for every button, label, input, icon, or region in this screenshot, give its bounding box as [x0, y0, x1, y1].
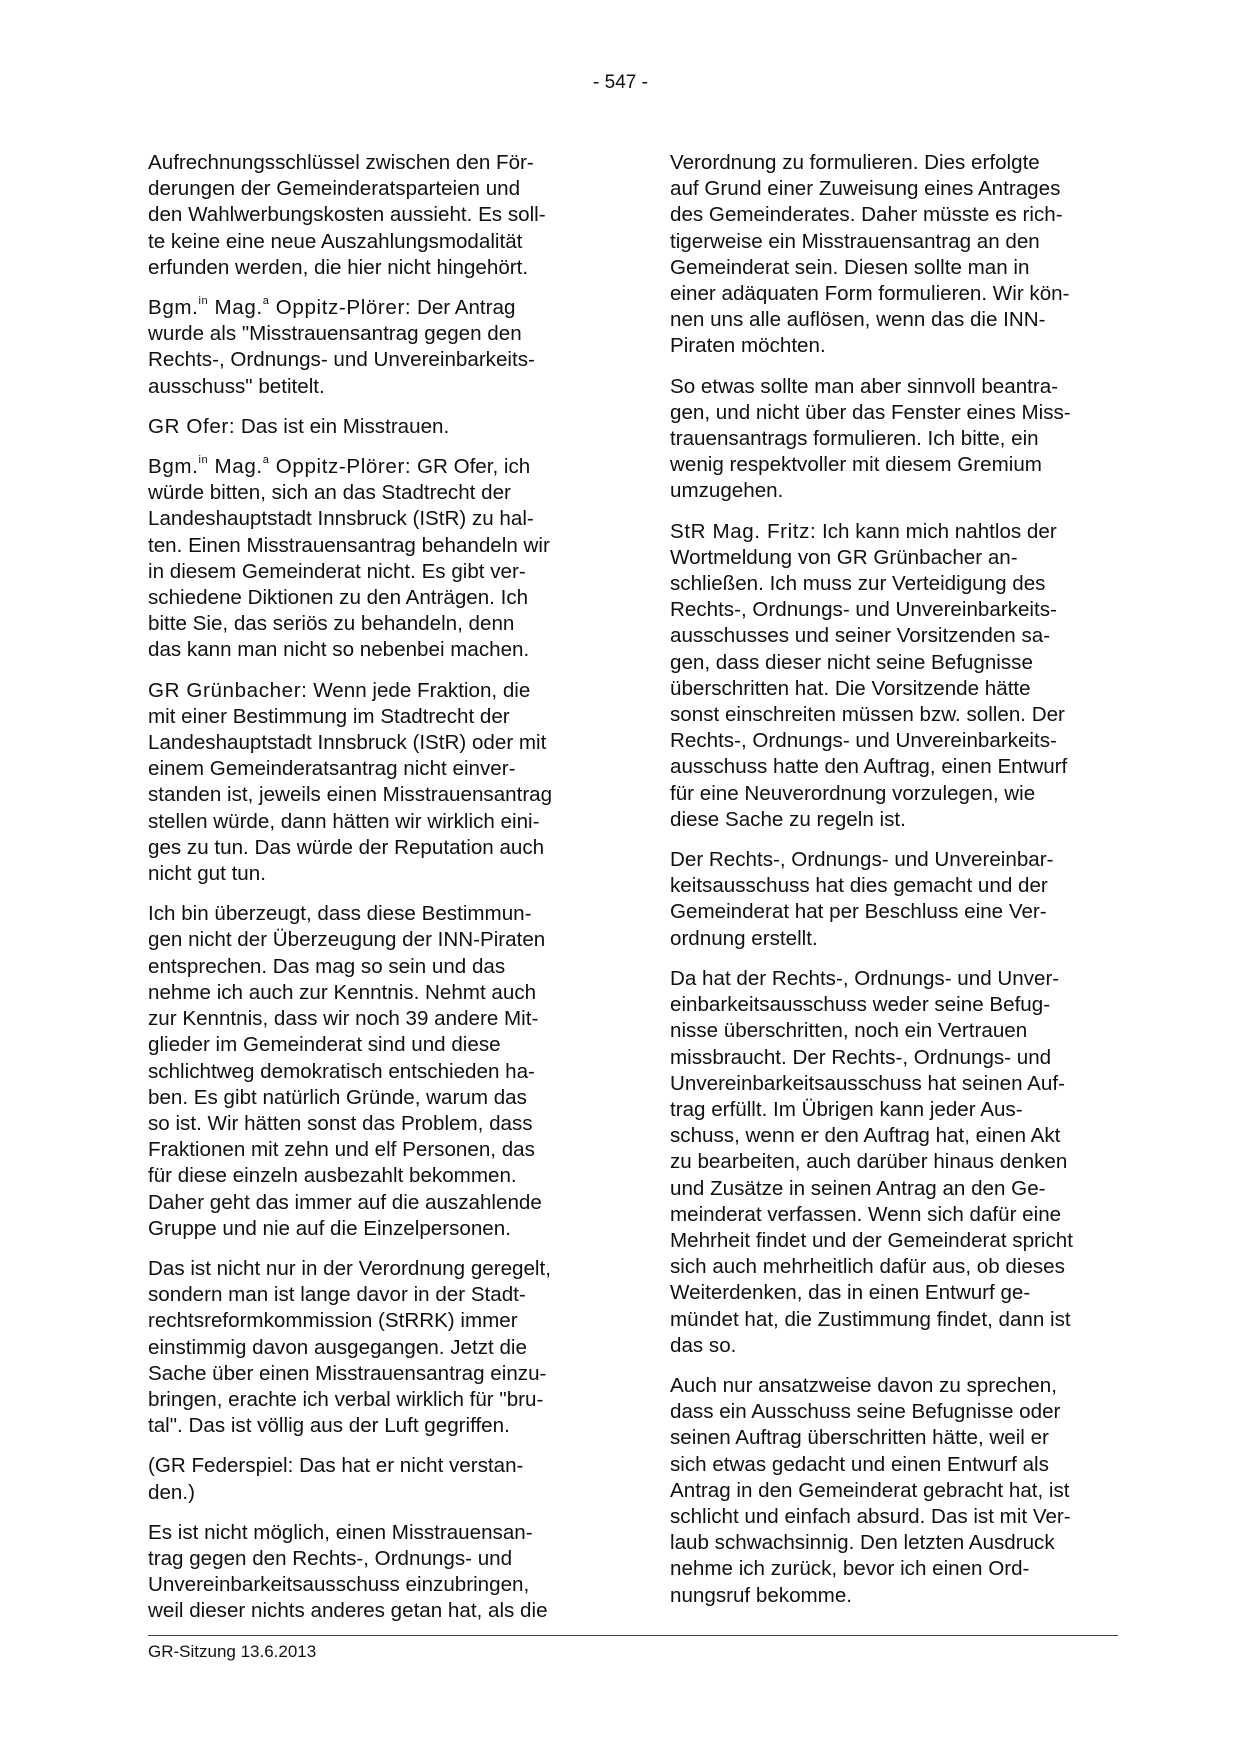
paragraph [148, 1256, 606, 1439]
text-line: Landeshauptstadt Innsbruck (IStR) zu hal- [148, 507, 534, 531]
text-line: Fraktionen mit zehn und elf Personen, das [148, 1138, 535, 1162]
text-line: mündet hat, die Zustimmung findet, dann ist [670, 1307, 1071, 1331]
text-line: schuss, wenn er den Auftrag hat, einen Akt [670, 1124, 1061, 1148]
paragraph [670, 966, 1128, 1359]
speaker-paragraph [148, 414, 606, 440]
text-line: Rechts-, Ordnungs- und Unvereinbarkeits- [670, 598, 1057, 622]
speaker-degree: Mag. [208, 296, 263, 320]
text-line: sich etwas gedacht und einen Entwurf als [670, 1452, 1049, 1476]
text-line: schiedene Diktionen zu den Anträgen. Ich [148, 586, 529, 610]
text-line: Wortmeldung von GR Grünbacher an- [670, 545, 1018, 569]
speaker-paragraph [670, 519, 1128, 833]
text-line: Unvereinbarkeitsausschuss einzubringen, [148, 1573, 530, 1597]
text-line: in diesem Gemeinderat nicht. Es gibt ver- [148, 559, 526, 583]
text-line: entsprechen. Das mag so sein und das [148, 954, 506, 978]
text-line: Rechts-, Ordnungs- und Unvereinbarkeits- [670, 729, 1057, 753]
text-line: einstimmig davon ausgegangen. Jetzt die [148, 1335, 527, 1359]
text-line: gen nicht der Überzeugung der INN-Piraten [148, 928, 546, 952]
text-line: ausschuss" betitelt. [148, 374, 325, 398]
text-line: bringen, erachte ich verbal wirklich für "bru- [148, 1387, 544, 1411]
text-line: Ich bin überzeugt, dass diese Bestimmun- [148, 902, 532, 926]
speaker-surname: Oppitz-Plörer: [269, 455, 412, 479]
text-line: zu bearbeiten, auch darüber hinaus denken [670, 1150, 1068, 1174]
text-line: überschritten hat. Die Vorsitzende hätte [670, 676, 1031, 700]
text-line: trag erfüllt. Im Übrigen kann jeder Aus- [670, 1097, 1023, 1121]
text-line: das so. [670, 1333, 737, 1357]
text-line: nicht gut tun. [148, 862, 266, 886]
text-line: Gemeinderat sein. Diesen sollte man in [670, 255, 1030, 279]
text-line: für eine Neuverordnung vorzulegen, wie [670, 781, 1036, 805]
text-line: diese Sache zu regeln ist. [670, 807, 906, 831]
paragraph [670, 847, 1128, 952]
speaker-superscript: a [262, 454, 270, 467]
text-line: tal". Das ist völlig aus der Luft gegriffen. [148, 1414, 510, 1438]
text-line: laub schwachsinnig. Den letzten Ausdruck [670, 1531, 1055, 1555]
text-line: tigerweise ein Misstrauensantrag an den [670, 229, 1040, 253]
speaker-name [670, 520, 816, 543]
text-line: nisse überschritten, noch ein Vertrauen [670, 1019, 1028, 1043]
text-line: einem Gemeinderatsantrag nicht einver- [148, 757, 516, 781]
text-line: standen ist, jeweils einen Misstrauensantrag [148, 783, 553, 807]
text-line: Antrag in den Gemeinderat gebracht hat, ist [670, 1478, 1070, 1502]
text-line: für diese einzeln ausbezahlt bekommen. [148, 1164, 517, 1188]
text-line: seinen Auftrag überschritten hätte, weil er [670, 1426, 1049, 1450]
paragraph-first-line [148, 414, 606, 440]
speaker-title: GR Ofer: [148, 414, 236, 438]
text-line: ten. Einen Misstrauensantrag behandeln wir [148, 533, 550, 557]
paragraph [670, 1373, 1128, 1609]
text-line: schlichtweg demokratisch entschieden ha- [148, 1059, 535, 1083]
text-line: des Gemeinderates. Daher müsste es rich- [670, 203, 1063, 227]
text-line: bitte Sie, das seriös zu behandeln, denn [148, 612, 515, 636]
text-line: den Wahlwerbungskosten aussieht. Es soll- [148, 203, 546, 227]
text-line: glieder im Gemeinderat sind und diese [148, 1033, 501, 1057]
paragraph-first-line [148, 295, 606, 321]
text-line: Piraten möchten. [670, 334, 826, 358]
text-line: sich auch mehrheitlich dafür aus, ob dieses [670, 1255, 1065, 1279]
paragraph [670, 150, 1128, 360]
speaker-name [148, 415, 235, 438]
speaker-surname: Oppitz-Plörer: [269, 296, 412, 320]
speaker-superscript: a [262, 295, 270, 308]
speaker-superscript: in [198, 454, 209, 467]
speaker-statement-start: Wenn jede Fraktion, die [307, 678, 531, 702]
paragraph-first-line [148, 454, 606, 480]
paragraph [670, 374, 1128, 505]
text-line: stellen würde, dann hätten wir wirklich eini- [148, 809, 540, 833]
paragraph [148, 1520, 606, 1625]
text-line: missbraucht. Der Rechts-, Ordnungs- und [670, 1045, 1052, 1069]
paragraph [148, 150, 606, 281]
left-column [148, 150, 606, 1639]
text-line: Daher geht das immer auf die auszahlende [148, 1190, 542, 1214]
text-line: derungen der Gemeinderatsparteien und [148, 177, 521, 201]
text-line: sondern man ist lange davor in der Stadt- [148, 1283, 526, 1307]
text-line: ben. Es gibt natürlich Gründe, warum das [148, 1085, 527, 1109]
text-line: dass ein Ausschuss seine Befugnisse oder [670, 1400, 1061, 1424]
speaker-paragraph [148, 295, 606, 400]
text-line: trag gegen den Rechts-, Ordnungs- und [148, 1546, 513, 1570]
text-line: meinderat verfassen. Wenn sich dafür eine [670, 1202, 1062, 1226]
text-line: würde bitten, sich an das Stadtrecht der [148, 481, 511, 505]
footer-divider [148, 1635, 1118, 1636]
page-number: - 547 - [593, 72, 648, 93]
text-line: rechtsreformkommission (StRRK) immer [148, 1309, 518, 1333]
text-line: erfunden werden, die hier nicht hingehört. [148, 255, 529, 279]
speaker-paragraph [148, 454, 606, 664]
text-line: und Zusätze in seinen Antrag an den Ge- [670, 1176, 1046, 1200]
text-line: den.) [148, 1480, 195, 1504]
text-line: umzugehen. [670, 479, 784, 503]
text-line: schlicht und einfach absurd. Das ist mit Ver- [670, 1504, 1071, 1528]
paragraph [148, 901, 606, 1242]
text-line: te keine eine neue Auszahlungsmodalität [148, 229, 523, 253]
right-column [670, 150, 1128, 1623]
text-line: nungsruf bekomme. [670, 1583, 853, 1607]
text-line: Gruppe und nie auf die Einzelpersonen. [148, 1216, 511, 1240]
text-line: zur Kenntnis, dass wir noch 39 andere Mit- [148, 1007, 539, 1031]
speaker-degree: Mag. [208, 455, 263, 479]
text-line: nehme ich auch zur Kenntnis. Nehmt auch [148, 980, 537, 1004]
text-line: sonst einschreiten müssen bzw. sollen. Der [670, 703, 1065, 727]
text-line: Aufrechnungsschlüssel zwischen den För- [148, 151, 534, 174]
speaker-statement-start: GR Ofer, ich [411, 455, 531, 479]
text-line: Auch nur ansatzweise davon zu sprechen, [670, 1373, 1057, 1397]
text-line: das kann man nicht so nebenbei machen. [148, 638, 530, 662]
text-line: trauensantrags formulieren. Ich bitte, ein [670, 427, 1039, 451]
text-line: Sache über einen Misstrauensantrag einzu- [148, 1361, 547, 1385]
speaker-name [148, 455, 411, 478]
text-line: Landeshauptstadt Innsbruck (IStR) oder mit [148, 731, 547, 755]
text-line: Da hat der Rechts-, Ordnungs- und Unver- [670, 966, 1060, 990]
text-line: einer adäquaten Form formulieren. Wir kön- [670, 282, 1070, 306]
text-line: einbarkeitsausschuss weder seine Befug- [670, 993, 1051, 1017]
speaker-title: Bgm. [148, 455, 199, 479]
speaker-title: GR Grünbacher: [148, 678, 308, 702]
speaker-paragraph [148, 678, 606, 888]
text-line: Unvereinbarkeitsausschuss hat seinen Auf- [670, 1071, 1065, 1095]
footer-session-date: GR-Sitzung 13.6.2013 [148, 1642, 317, 1661]
text-line: mit einer Bestimmung im Stadtrecht der [148, 704, 510, 728]
text-line: nehme ich zurück, bevor ich einen Ord- [670, 1557, 1030, 1581]
text-line: wurde als "Misstrauensantrag gegen den [148, 322, 522, 346]
paragraph-first-line [670, 519, 1128, 545]
text-line: weil dieser nichts anderes getan hat, als die [148, 1599, 548, 1623]
text-line: so ist. Wir hätten sonst das Problem, dass [148, 1111, 533, 1135]
text-line: nen uns alle auflösen, wenn das die INN- [670, 308, 1046, 332]
text-line: Rechts-, Ordnungs- und Unvereinbarkeits- [148, 348, 535, 372]
speaker-title: Bgm. [148, 296, 199, 320]
text-line: ausschusses und seiner Vorsitzenden sa- [670, 624, 1051, 648]
text-line: So etwas sollte man aber sinnvoll beantra- [670, 374, 1059, 398]
text-line: Weiterdenken, das in einen Entwurf ge- [670, 1281, 1031, 1305]
text-line: Der Rechts-, Ordnungs- und Unvereinbar- [670, 848, 1054, 872]
text-line: Das ist nicht nur in der Verordnung geregelt, [148, 1256, 551, 1280]
text-line: Es ist nicht möglich, einen Misstrauensan- [148, 1520, 533, 1544]
speaker-superscript: in [198, 295, 209, 308]
text-line: ausschuss hatte den Auftrag, einen Entwurf [670, 755, 1068, 779]
speaker-statement-start: Ich kann mich nahtlos der [816, 519, 1057, 543]
paragraph [148, 1453, 606, 1505]
text-line: ges zu tun. Das würde der Reputation auch [148, 835, 545, 859]
paragraph-first-line [148, 678, 606, 704]
text-line: Mehrheit findet und der Gemeinderat spricht [670, 1228, 1073, 1252]
text-line: Verordnung zu formulieren. Dies erfolgte [670, 151, 1040, 174]
text-line: schließen. Ich muss zur Verteidigung des [670, 572, 1046, 596]
text-line: ordnung erstellt. [670, 926, 818, 950]
speaker-statement-start: Das ist ein Misstrauen. [235, 414, 450, 438]
text-line: gen, dass dieser nicht seine Befugnisse [670, 650, 1033, 674]
text-line: auf Grund einer Zuweisung eines Antrages [670, 177, 1061, 201]
text-line: keitsausschuss hat dies gemacht und der [670, 874, 1048, 898]
speaker-title: StR Mag. Fritz: [670, 519, 817, 543]
speaker-name [148, 296, 411, 319]
text-line: wenig respektvoller mit diesem Gremium [670, 453, 1042, 477]
speaker-name [148, 679, 308, 702]
speaker-statement-start: Der Antrag [411, 296, 516, 320]
text-line: gen, und nicht über das Fenster eines Miss- [670, 400, 1071, 424]
text-line: (GR Federspiel: Das hat er nicht verstan- [148, 1454, 524, 1478]
text-line: Gemeinderat hat per Beschluss eine Ver- [670, 900, 1047, 924]
